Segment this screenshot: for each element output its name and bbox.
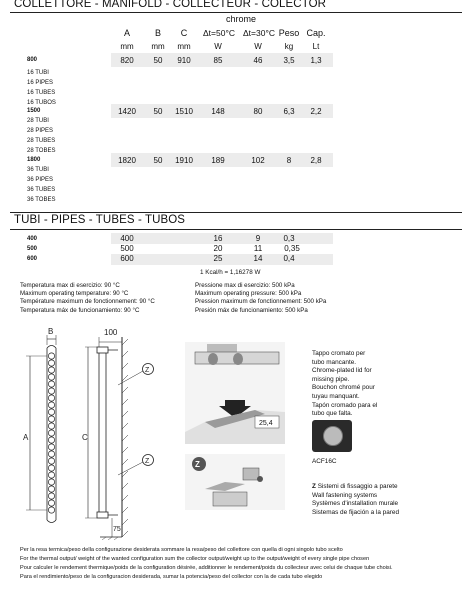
footer-notes bbox=[20, 546, 465, 582]
conversion-note: 1 Kcal/h = 1,16278 W bbox=[200, 269, 261, 276]
temperature-specs bbox=[20, 282, 200, 315]
pipe-w50: 16 bbox=[213, 234, 223, 243]
installation-illustrations bbox=[185, 342, 285, 510]
group-sub: 16 PIPES bbox=[27, 80, 54, 86]
z-callout-top: Z bbox=[145, 367, 150, 374]
group-sub: 16 TUBES bbox=[27, 90, 56, 96]
cell-lt: 1,3 bbox=[310, 56, 322, 65]
chrome-lid-caption bbox=[312, 350, 462, 419]
cell-a: 1420 bbox=[118, 107, 136, 116]
z-badge: Z bbox=[195, 460, 200, 469]
cell-w50: 85 bbox=[213, 56, 223, 65]
col-header-peso: Peso bbox=[278, 28, 300, 38]
caption-line: Sistemas de fijación a la pared bbox=[312, 508, 400, 516]
cell-lt: 2,2 bbox=[310, 107, 322, 116]
unit-b: mm bbox=[151, 42, 165, 51]
group-code: 800 bbox=[27, 57, 38, 63]
unit-w30: W bbox=[254, 42, 262, 51]
group-sub: 28 TUBI bbox=[27, 118, 49, 124]
spec-line: Presión máx de funcionamiento: 500 kPa bbox=[195, 306, 308, 314]
wall-fastening-illustration bbox=[185, 454, 285, 510]
cell-w30: 46 bbox=[253, 56, 263, 65]
pressure-specs bbox=[195, 282, 395, 315]
group-sub: 36 TUBI bbox=[27, 167, 49, 173]
group-code: 1800 bbox=[27, 157, 41, 163]
group-sub: 16 TUBOS bbox=[27, 100, 56, 106]
dim-75-label: 75 bbox=[113, 526, 121, 533]
group-sub: 28 TOBES bbox=[27, 148, 56, 154]
footer-line: Pour calculer le rendement thermique/poids de la configuration désirée, additionner le rendement/poids du collecteur avec celui de chaque tube choisi. bbox=[20, 565, 393, 571]
manifold-side-view bbox=[97, 347, 118, 518]
pipe-code: 400 bbox=[27, 236, 38, 242]
group-sub: 28 PIPES bbox=[27, 128, 54, 134]
pipe-code: 500 bbox=[27, 246, 38, 252]
caption-line: Systèmes d'installation murale bbox=[312, 500, 399, 508]
unit-a: mm bbox=[120, 42, 134, 51]
col-header-c: C bbox=[180, 28, 188, 38]
pipe-kg: 0,3 bbox=[283, 234, 295, 243]
cell-kg: 8 bbox=[286, 156, 292, 165]
footer-line: For the thermal output/ weight of the wanted configuration sum the collector output/weight up to the output/weight of every single pipe chosen bbox=[20, 556, 370, 562]
pipe-w30: 11 bbox=[253, 244, 263, 253]
dim-b-label: B bbox=[48, 327, 54, 336]
col-header-cap: Cap. bbox=[306, 28, 326, 38]
unit-lt: Lt bbox=[312, 42, 320, 51]
caption-line: tubo mancante. bbox=[312, 358, 357, 366]
group-sub: 36 TOBES bbox=[27, 197, 56, 203]
col-header-dt50: Δt=50°C bbox=[203, 28, 235, 38]
cell-kg: 6,3 bbox=[283, 107, 295, 116]
cell-b: 50 bbox=[153, 107, 163, 116]
cell-a: 820 bbox=[120, 56, 134, 65]
spec-line: Temperatura máx de funcionamiento: 90 °C bbox=[20, 306, 140, 314]
cell-c: 1910 bbox=[175, 156, 193, 165]
spec-line: Maximum operating pressure: 500 kPa bbox=[195, 290, 302, 298]
spec-line: Température maximum de fonctionnement: 90 °C bbox=[20, 298, 155, 306]
group-sub: 28 TUBES bbox=[27, 138, 56, 144]
caption-line: tubo que falta. bbox=[312, 410, 353, 418]
caption-line: Tappo cromato per bbox=[312, 350, 366, 357]
dim-25-4-label: 25,4 bbox=[259, 420, 273, 427]
group-sub: 36 PIPES bbox=[27, 177, 54, 183]
pipe-a: 400 bbox=[120, 234, 134, 243]
col-header-b: B bbox=[154, 28, 161, 38]
pipe-w50: 20 bbox=[213, 244, 223, 253]
spec-line: Maximum operating temperature: 90 °C bbox=[20, 290, 129, 298]
spec-line: Temperatura max di esercizio: 90 °C bbox=[20, 282, 120, 289]
caption-line: Wall fastening systems bbox=[312, 491, 378, 499]
z-callout-bottom: Z bbox=[145, 458, 150, 465]
pipe-w30: 9 bbox=[255, 234, 261, 243]
pipe-kg: 0,4 bbox=[283, 254, 295, 263]
pipe-w50: 25 bbox=[213, 254, 223, 263]
cell-a: 1820 bbox=[118, 156, 136, 165]
caption-line bbox=[312, 483, 462, 492]
group-sub: 36 TUBES bbox=[27, 187, 56, 193]
cell-kg: 3,5 bbox=[283, 56, 295, 65]
cell-w50: 189 bbox=[211, 156, 225, 165]
footer-line: Per la resa termica/peso della configurazione desiderata sommare la resa/peso del collettore con quella di ogni singolo tubo scelto bbox=[20, 547, 343, 553]
manifold-title: COLLETTORE - MANIFOLD - COLLECTEUR - COLECTOR bbox=[14, 0, 327, 10]
cell-c: 910 bbox=[177, 56, 191, 65]
group-code: 1500 bbox=[27, 108, 41, 114]
cell-b: 50 bbox=[153, 56, 163, 65]
unit-w50: W bbox=[214, 42, 222, 51]
cell-w50: 148 bbox=[211, 107, 225, 116]
pipe-ends bbox=[48, 353, 54, 513]
z-first: Sistemi di fissaggio a parete bbox=[317, 483, 398, 490]
caption-line: missing pipe. bbox=[312, 375, 350, 383]
caption-line: Bouchon chromé pour bbox=[312, 384, 375, 392]
cell-c: 1510 bbox=[175, 107, 193, 116]
caption-line: Chrome-plated lid for bbox=[312, 367, 372, 375]
cell-w30: 102 bbox=[251, 156, 265, 165]
caption-line: tuyau manquant. bbox=[312, 392, 360, 400]
pipe-a: 600 bbox=[120, 254, 134, 263]
pipe-w30: 14 bbox=[253, 254, 263, 263]
product-photo bbox=[312, 420, 352, 452]
z-letter: Z bbox=[312, 483, 316, 490]
technical-drawing bbox=[0, 325, 175, 540]
wall bbox=[122, 337, 128, 537]
col-header-a: A bbox=[123, 28, 130, 38]
spec-line: Pressione max di esercizio: 500 kPa bbox=[195, 282, 295, 289]
caption-line: Tapón cromado para el bbox=[312, 401, 378, 409]
wall-fastening-caption bbox=[312, 483, 462, 517]
dim-c-label: C bbox=[82, 433, 88, 442]
spec-line: Pression maximum de fonctionnement: 500 kPa bbox=[195, 298, 327, 306]
cell-lt: 2,8 bbox=[310, 156, 322, 165]
cell-b: 50 bbox=[153, 156, 163, 165]
col-header-dt30: Δt=30°C bbox=[243, 28, 275, 38]
pipe-code: 600 bbox=[27, 256, 38, 262]
pipes-title: TUBI - PIPES - TUBES - TUBOS bbox=[14, 214, 186, 226]
group-sub: 16 TUBI bbox=[27, 70, 49, 76]
unit-kg: kg bbox=[284, 42, 294, 51]
cell-w30: 80 bbox=[253, 107, 263, 116]
dim-100-label: 100 bbox=[104, 328, 118, 337]
unit-c: mm bbox=[177, 42, 191, 51]
chrome-lid-icon bbox=[323, 426, 343, 446]
product-code: ACF16C bbox=[312, 458, 337, 465]
pipe-kg: 0,35 bbox=[284, 244, 300, 253]
pipe-a: 500 bbox=[120, 244, 134, 253]
chrome-label: chrome bbox=[225, 14, 256, 24]
dim-a-label: A bbox=[23, 433, 29, 442]
chrome-lid-illustration bbox=[185, 342, 285, 444]
footer-line: Para el rendimiento/peso de la configuracion desiderada, sumar la potencia/peso del collector con la de cada tubo elegido bbox=[20, 574, 323, 580]
